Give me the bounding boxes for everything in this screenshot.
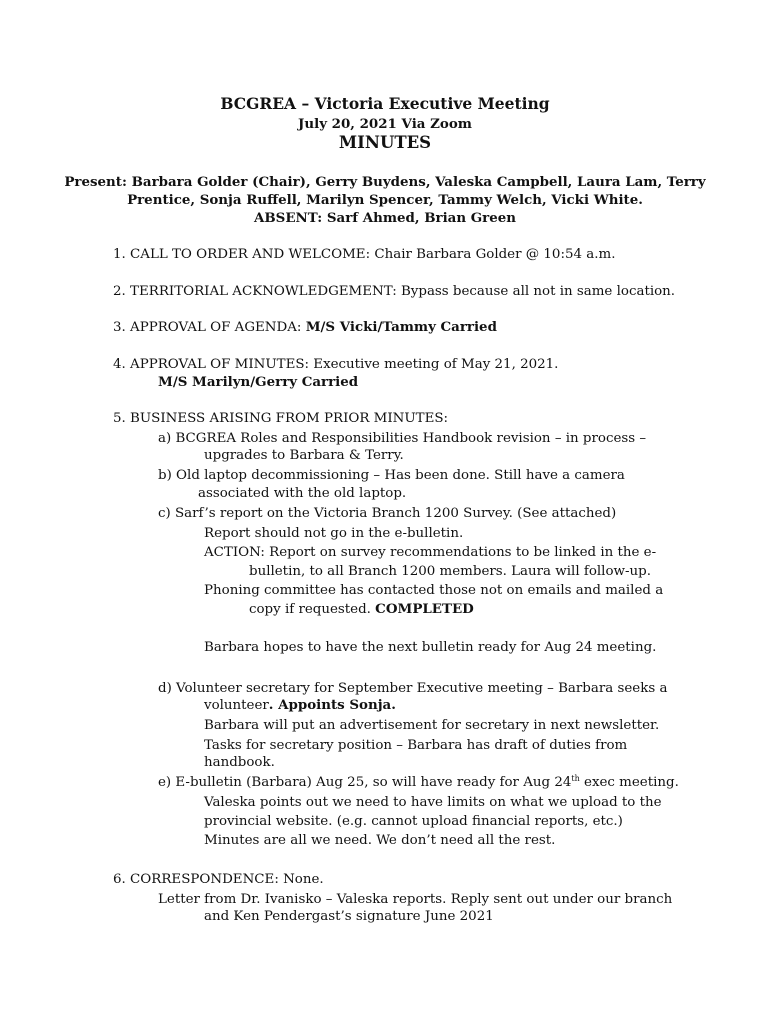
business-b-line-2: associated with the old laptop.	[198, 486, 407, 501]
document-title: BCGREA – Victoria Executive Meeting	[220, 94, 550, 113]
business-a-line-2: upgrades to Barbara & Terry.	[204, 448, 404, 463]
item-call-to-order: 1. CALL TO ORDER AND WELCOME: Chair Barbara Golder @ 10:54 a.m.	[113, 247, 616, 262]
business-c-line-7: Barbara hopes to have the next bulletin ready for Aug 24 meeting.	[204, 640, 657, 655]
business-c-line-5: Phoning committee has contacted those not on emails and mailed a	[204, 583, 664, 598]
ordinal-suffix: th	[571, 774, 580, 783]
business-e-line-3: provincial website. (e.g. cannot upload financial reports, etc.)	[204, 814, 623, 829]
absent-line: ABSENT: Sarf Ahmed, Brian Green	[253, 210, 517, 226]
business-e-line-2: Valeska points out we need to have limits on what we upload to the	[204, 795, 662, 810]
agenda-label: 3. APPROVAL OF AGENDA:	[113, 320, 306, 335]
business-c-line-2: Report should not go in the e-bulletin.	[204, 526, 464, 541]
present-line-2: Prentice, Sonja Ruffell, Marilyn Spencer, Tammy Welch, Vicki White.	[127, 192, 643, 208]
business-d-line-4: Tasks for secretary position – Barbara has draft of duties from	[204, 738, 628, 753]
item-territorial: 2. TERRITORIAL ACKNOWLEDGEMENT: Bypass because all not in same location.	[113, 284, 676, 299]
appoints-sonja: . Appoints Sonja.	[268, 697, 396, 713]
business-d-line-2	[204, 697, 396, 714]
minutes-motion: M/S Marilyn/Gerry Carried	[158, 374, 359, 390]
business-d-line-3: Barbara will put an advertisement for secretary in next newsletter.	[204, 718, 660, 733]
ebulletin-text: e) E-bulletin (Barbara) Aug 25, so will have ready for Aug 24	[158, 775, 572, 790]
item-agenda	[113, 319, 497, 336]
business-d-line-1: d) Volunteer secretary for September Executive meeting – Barbara seeks a	[158, 681, 668, 696]
completed-prefix: copy if requested.	[249, 602, 376, 617]
minutes-heading: MINUTES	[338, 133, 432, 152]
present-line-1: Present: Barbara Golder (Chair), Gerry Buydens, Valeska Campbell, Laura Lam, Terry	[64, 174, 706, 190]
meeting-date: July 20, 2021 Via Zoom	[298, 116, 472, 132]
business-c-line-4: bulletin, to all Branch 1200 members. Laura will follow-up.	[249, 564, 651, 579]
volunteer-text: volunteer	[204, 698, 269, 713]
business-d-line-5: handbook.	[204, 755, 275, 770]
item-business-arising: 5. BUSINESS ARISING FROM PRIOR MINUTES:	[113, 411, 449, 426]
correspondence-line-1: Letter from Dr. Ivanisko – Valeska reports. Reply sent out under our branch	[158, 892, 673, 907]
ebulletin-suffix: exec meeting.	[579, 775, 679, 790]
business-c-line-6	[249, 601, 474, 618]
completed-label: COMPLETED	[375, 601, 474, 617]
business-c-line-1: c) Sarf’s report on the Victoria Branch 1200 Survey. (See attached)	[158, 506, 617, 521]
business-b-line-1: b) Old laptop decommissioning – Has been done. Still have a camera	[158, 468, 625, 483]
agenda-motion: M/S Vicki/Tammy Carried	[305, 319, 497, 335]
item-minutes-approval: 4. APPROVAL OF MINUTES: Executive meeting of May 21, 2021.	[113, 357, 559, 372]
business-e-line-4: Minutes are all we need. We don’t need all the rest.	[204, 833, 556, 848]
business-e-line-1	[158, 774, 679, 791]
business-c-line-3: ACTION: Report on survey recommendations to be linked in the e-	[204, 545, 657, 560]
item-correspondence: 6. CORRESPONDENCE: None.	[113, 872, 324, 887]
correspondence-line-2: and Ken Pendergast’s signature June 2021	[204, 909, 494, 924]
business-a-line-1: a) BCGREA Roles and Responsibilities Handbook revision – in process –	[158, 431, 647, 446]
